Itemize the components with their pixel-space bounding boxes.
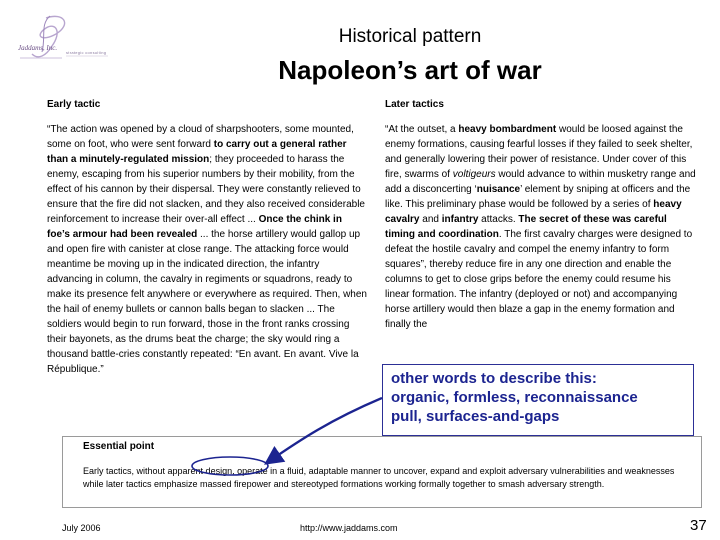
quote-segment: . The first cavalry charges were designed to defeat the hostile cavalry and compel the enemy infantry to form squares”, thereby reduce fire in any one direction and enable the columns to get to close grips before the enemy could resume his linear formation. The infantry (deployed or not) and accompanying horse artillery would then blaze a gap in the enemy formation and finally the bbox=[385, 229, 693, 330]
callout-line-2: organic, formless, reconnaissance bbox=[391, 389, 638, 406]
callout-box bbox=[382, 364, 694, 436]
quote-segment: The secret of these was careful timing and coordination bbox=[385, 214, 667, 240]
quote-segment: would be loosed against the enemy formations, causing fearful losses if they failed to seek shelter, and generally lowering their power of resistance. Under cover of this fire, swarms of bbox=[385, 124, 693, 180]
right-column-quote bbox=[385, 122, 697, 360]
quote-segment: heavy bombardment bbox=[458, 124, 557, 135]
essential-point-text: Early tactics, without apparent design, operate in a fluid, adaptable manner to uncover, expand and exploit adversary vulnerabilities and weaknesses while later tactics emphasize massed firepower and stereotyped formations working formally together to smash adversary strength. bbox=[83, 466, 675, 489]
quote-segment: ’ element by sniping at officers and the like. This preliminary phase would be followed by a series of bbox=[385, 184, 691, 210]
quote-segment: “The action was opened by a cloud of sharpshooters, some mounted, some on foot, who were sent forward bbox=[47, 124, 354, 150]
left-column-heading: Early tactic bbox=[47, 99, 101, 110]
callout-line-1: other words to describe this: bbox=[391, 370, 597, 387]
quote-segment: voltigeurs bbox=[452, 169, 496, 180]
footer-url[interactable]: http://www.jaddams.com bbox=[300, 523, 398, 533]
right-column-heading: Later tactics bbox=[385, 99, 444, 110]
quote-segment: would advance to within musketry range and add a disconcerting ‘ bbox=[385, 169, 696, 195]
callout-line-3: pull, surfaces-and-gaps bbox=[391, 408, 560, 425]
quote-segment: nuisance bbox=[476, 184, 521, 195]
essential-point-title: Essential point bbox=[83, 441, 155, 452]
essential-point-box bbox=[62, 436, 702, 508]
slide-title: Napoleon’s art of war bbox=[278, 55, 542, 85]
quote-segment: “At the outset, a bbox=[385, 124, 459, 135]
quote-segment: Once the chink in foe’s armour had been revealed bbox=[47, 214, 342, 240]
logo-tagline: strategic consulting bbox=[66, 50, 107, 55]
logo-name: Jaddams, Inc. bbox=[18, 44, 58, 52]
left-column-quote bbox=[47, 122, 367, 377]
slide-subtitle: Historical pattern bbox=[338, 26, 482, 47]
quote-segment: ; they proceeded to harass the enemy, escaping from his superior numbers by their mobility, from the effect of his cannon by their dispersal. They were constantly relieved to ensure that the fire did not slacken, and they also received considerable reinforcement to increase their over-all effect ... bbox=[47, 154, 365, 225]
quote-segment: attacks. bbox=[478, 214, 519, 225]
page-number: 37 bbox=[690, 517, 707, 534]
quote-segment: infantry bbox=[441, 214, 479, 225]
quote-segment: to carry out a general rather than a minutely-regulated mission bbox=[47, 139, 347, 165]
quote-segment: ... the horse artillery would gallop up and open fire with canister at close range. The attacking force would meantime be moving up in the indicated direction, the infantry advancing in column, the cavalry in regiments or squadrons, ready to make its presence felt anywhere or everywhere as required. Then, when the hail of enemy bullets or cannon balls began to slacken ... The soldiers would begin to run forward, those in the front ranks crossing their bayonets, as the drums beat the charge; the sky would ring a thousand battle-cries constantly repeated: “En avant. En avant. Vive la République.” bbox=[47, 229, 367, 375]
quote-segment: and bbox=[419, 214, 442, 225]
footer-date: July 2006 bbox=[62, 523, 101, 533]
quote-segment: heavy cavalry bbox=[385, 199, 682, 225]
